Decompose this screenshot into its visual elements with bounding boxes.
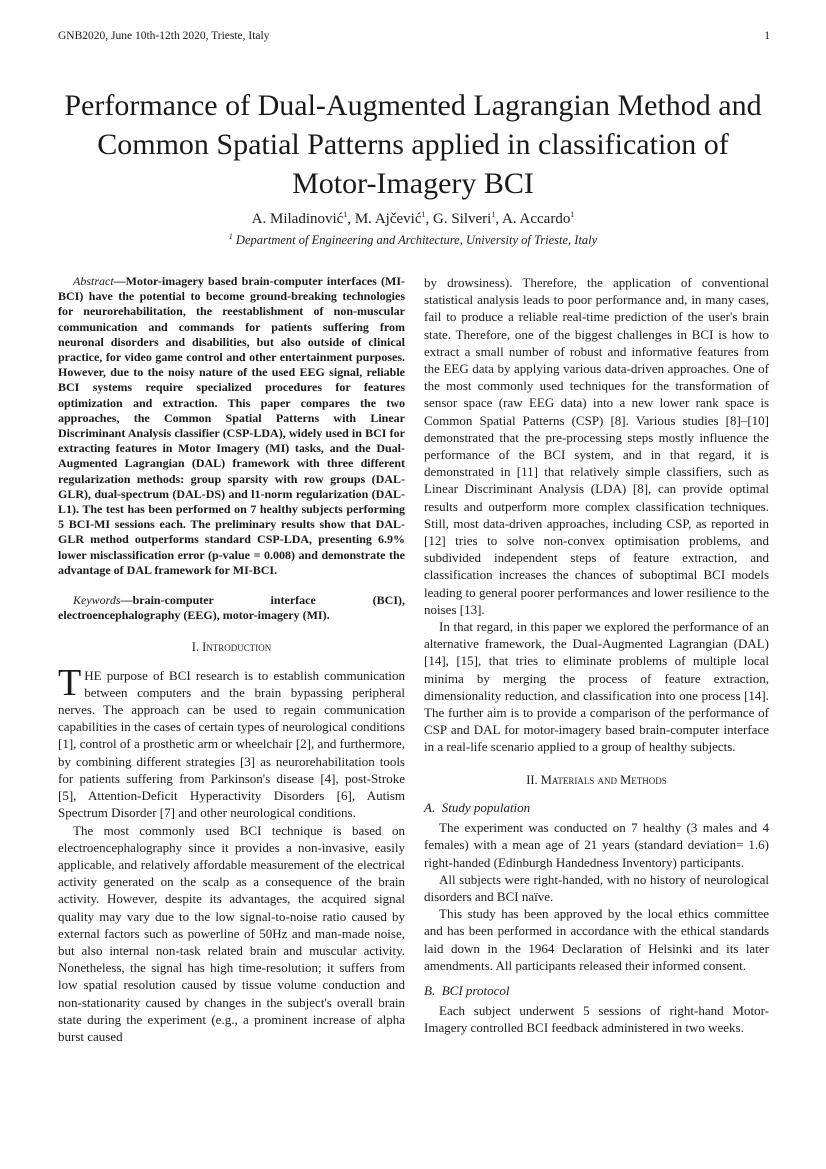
author-name: M. Ajčević (354, 211, 422, 227)
intro-paragraph-2-continued: by drowsiness). Therefore, the application of conventional statistical analysis leads to poor performance and, in many cases, fail to produce a reliable real-time prediction of the user's brain state. Therefore, one of the biggest challenges in BCI is how to extract a small number of robust and informative features from the EEG data by applying various data-driven approaches. One of the most commonly used techniques for the transformation of sensor space (raw EEG data) into a new lower rank space is Common Spatial Patterns (CSP) [8]. Various studies [8]–[10] demonstrated that the pre-processing steps mostly influence the performance of the BCI system, and in that regard, it is demonstrated in [11] that relatively simple classifiers, such as Linear Discriminant Analysis (LDA) [8], can provide optimal results and outperform more complex classification techniques. Still, most data-driven approaches, including CSP, as reported in [12] tries to solve non-convex optimisation problems, and subdivided independent steps of feature extraction, and classification increases the chances of suboptimal BCI models leading to general poorer performances and lower resilience to the noises [13]. (424, 275, 769, 617)
study-population-paragraph-2: All subjects were right-handed, with no history of neurological disorders and BCI naïve. (424, 871, 769, 904)
author-list: A. Miladinović$^1$, M. Ajčević$^1$, G. Silveri$^1$, A. Accardo$^1$ (251, 210, 575, 227)
paper-title: Performance of Dual-Augmented Lagrangian Method and Common Spatial Patterns applied in classification of Motor-Imagery BCI (64, 89, 762, 200)
intro-paragraph-2: The most commonly used BCI technique is based on electroencephalography since it provides a non-invasive, easily applicable, and relatively affordable measurement of the electrical activity generated on the scalp as a consequence of the brain activity. However, despite its advantages, the acquired signal quality may vary due to the low signal-to-noise ratio caused by external factors such as powerline of 50Hz and man-made noise, but also internal non-task related brain and muscular activity. Nonetheless, the signal has high time-resolution; it suffers from low spatial resolution caused by tissue volume conduction and non-stationarity caused by changes in the subject's overall brain state during the experiment (e.g., a prominent increase of alpha burst caused (58, 822, 405, 1044)
affiliation (60, 233, 766, 248)
page-number: 1 (764, 30, 770, 42)
keywords (58, 593, 405, 623)
author-affil-sup: 1 (421, 210, 426, 219)
intro-paragraph-3: In that regard, in this paper we explored the performance of an alternative framework, the Dual-Augmented Lagrangian (DAL) [14], [15], that tries to eliminate problems of multiple local minima by merging the process of feature extraction, dimensionality reduction, and classification into one process [14]. The further aim is to provide a comparison of the performance of CSP and DAL for motor-imagery based brain-computer interface in a real-life scenario applied to a group of healthy subjects. (424, 619, 769, 755)
section-heading-methods: II. Materials and Methods (526, 772, 667, 787)
author-name: A. Accardo (502, 211, 571, 227)
abstract-lead: Abstract (73, 274, 114, 288)
author-affil-sup: 1 (343, 210, 348, 219)
abstract-text: —Motor-imagery based brain-computer interfaces (MI-BCI) have the potential to become ground-breaking technologies for neurorehabilitation, the reestablishment of non-muscular communication and commands for patients suffering from neuronal disorders and disabilities, but also outside of clinical practice, for video game control and other entertainment purposes. However, due to the noisy nature of the used EEG signal, reliable BCI systems require specialized procedures for features optimization and extraction. This paper compares the two approaches, the Common Spatial Patterns with Linear Discriminant Analysis classifier (CSP-LDA), widely used in BCI for extracting features in Motor Imagery (MI) tasks, and the Dual-Augmented Lagrangian (DAL) framework with three different regularization methods: group sparsity with row groups (DAL-GLR), dual-spectrum (DAL-DS) and l1-norm regularization (DAL-L1). The test has been performed on 7 healthy subjects performing 5 BCI-MI sessions each. The preliminary results show that DAL-GLR method outperforms standard CSP-LDA, presenting 6.9% lower misclassification error (p-value = 0.008) and demonstrate the advantage of DAL framework for MI-BCI. (58, 274, 405, 577)
conference-header: GNB2020, June 10th-12th 2020, Trieste, Italy (58, 30, 270, 42)
keywords-lead: Keywords (73, 593, 121, 608)
intro-paragraph-1: THE purpose of BCI research is to establish communication between computers and the brain bypassing peripheral nerves. The approach can be used to regain communication capabilities in the cases of certain types of neurological conditions [1], control of a prosthetic arm or wheelchair [2], and furthermore, by combining different strategies [3] as neurorehabilitation tools for patients suffering from Parkinson's disease [4], post-Stroke [5], Attention-Deficit Hyperactivity Disorders [6], Autism Spectrum Disorder [7] and other neurological conditions. (58, 661, 405, 821)
subsection-heading-bci-protocol: B. BCI protocol (424, 982, 510, 998)
study-population-paragraph-1: The experiment was conducted on 7 healthy (3 males and 4 females) with a mean age of 21 years (standard deviation= 1.6) right-handed (Edinburgh Handedness Inventory) participants. (424, 820, 769, 870)
author-affil-sup: 1 (570, 210, 575, 219)
dropcap: T (58, 661, 82, 704)
author-affil-sup: 1 (491, 210, 496, 219)
author-name: G. Silveri (432, 211, 492, 227)
study-population-paragraph-3: This study has been approved by the local ethics committee and has been performed in accordance with the ethical standards laid down in the 1964 Declaration of Helsinki and its later amendments. All participants released their informed consent. (424, 906, 769, 973)
bci-protocol-paragraph-1: Each subject underwent 5 sessions of right-hand Motor-Imagery controlled BCI feedback administered in two weeks. (424, 1003, 769, 1036)
section-heading-introduction: I. Introduction (191, 640, 272, 655)
abstract (58, 274, 405, 578)
affiliation-text: Department of Engineering and Architecture, University of Trieste, Italy (232, 233, 598, 247)
author-name: A. Miladinović (251, 211, 344, 227)
subsection-heading-study-population: A. Study population (424, 799, 531, 815)
right-column (424, 274, 769, 1037)
keywords-text: —brain-computer interface (BCI), electroencephalography (EEG), motor-imagery (MI). (58, 593, 405, 623)
left-column (58, 274, 405, 1045)
affiliation-sup: 1 (228, 231, 233, 241)
